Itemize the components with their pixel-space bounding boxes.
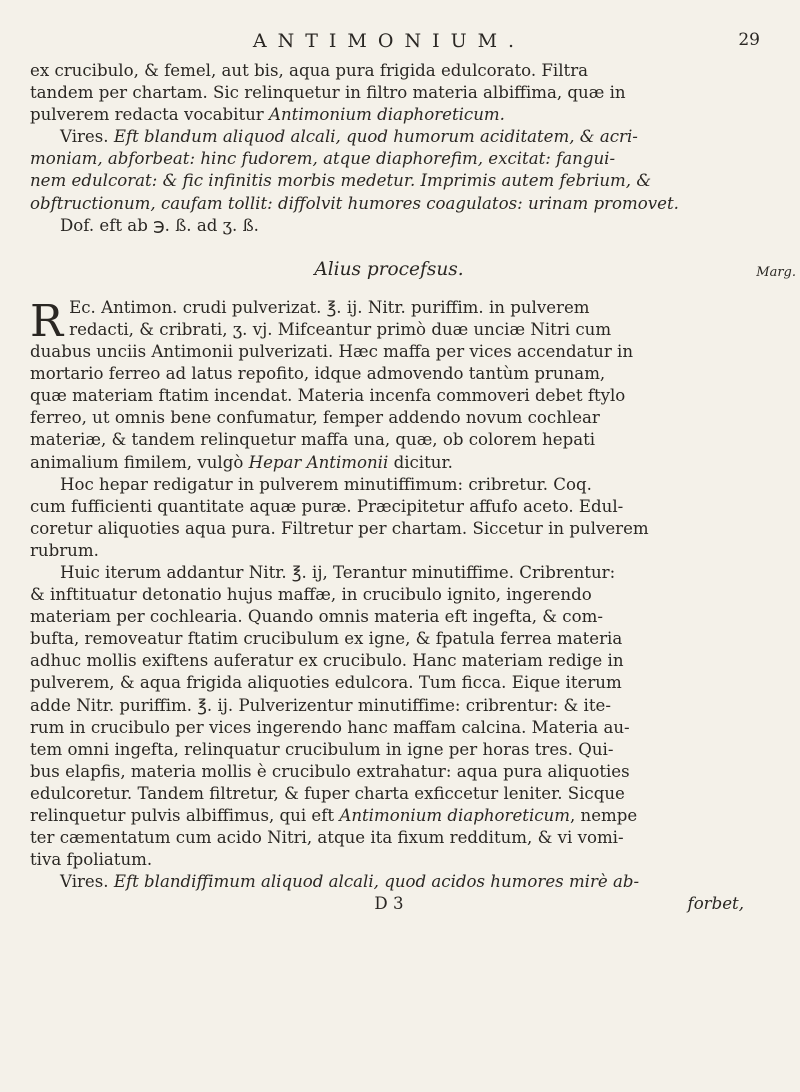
text-line: materiam per cochlearia. Quando omnis materia eft ingefta, & com- <box>30 607 603 627</box>
page-number: 29 <box>738 30 760 50</box>
page-footer <box>30 893 748 915</box>
text-line: Ec. Antimon. crudi pulverizat. ℥. ij. Nitr. puriffim. in pulverem <box>69 297 590 317</box>
text-line: redacti, & cribrati, ʒ. vj. Mifceantur primò duæ unciæ Nitri cum <box>69 319 612 339</box>
text-line: adhuc mollis exiftens auferatur ex crucibulo. Hanc materiam redige in <box>30 651 624 671</box>
vires-paragraph-2 <box>30 871 748 893</box>
text-line: bus elapfis, materia mollis è crucibulo extrahatur: aqua pura aliquoties <box>30 761 630 781</box>
paragraph-4 <box>30 562 748 871</box>
text-line: & inftituatur detonatio hujus maffæ, in crucibulo ignito, ingerendo <box>30 585 592 605</box>
text-line: Eft blandum aliquod alcali, quod humorum aciditatem, & acri- <box>113 127 638 147</box>
text-line: tiva fpoliatum. <box>30 850 153 870</box>
paragraph-1 <box>30 60 748 126</box>
text-line: adde Nitr. puriffim. ℥. ij. Pulverizentur minutiffime: cribrentur: & ite- <box>30 695 611 715</box>
text-line: cum fufficienti quantitate aquæ puræ. Præcipitetur affufo aceto. Edul- <box>30 496 624 516</box>
text-line: bufta, removeatur ftatim crucibulum ex igne, & fpatula ferrea materia <box>30 629 623 649</box>
text-line: nem edulcorat: & fic infinitis morbis medetur. Imprimis autem febrium, & <box>30 171 652 191</box>
term-antimonium-diaphoreticum: Antimonium diaphoreticum <box>339 806 570 825</box>
text-line: ferreo, ut omnis bene confumatur, femper addendo novum cochlear <box>30 408 600 428</box>
text-line: ex crucibulo, & femel, aut bis, aqua pura frigida edulcorato. Filtra <box>30 61 589 80</box>
text-line: tandem per chartam. Sic relinquetur in filtro materia albiffima, quæ in <box>30 83 626 103</box>
drop-cap: R <box>30 295 64 347</box>
text-line: rum in crucibulo per vices ingerendo hanc maffam calcina. Materia au- <box>30 717 630 737</box>
text-line: Huic iterum addantur Nitr. ℥. ij, Terantur minutiffime. Cribrentur: <box>60 562 616 582</box>
paragraph-2 <box>30 297 748 474</box>
margin-note: Marg. <box>756 265 796 280</box>
term-hepar-antimonii: Hepar Antimonii <box>248 452 389 472</box>
text-line: dicitur. <box>388 452 453 472</box>
paragraph-3 <box>30 474 748 562</box>
text-line: relinquetur pulvis albiffimus, qui eft <box>30 806 340 825</box>
vires-label: Vires. <box>60 872 109 892</box>
text-line: edulcoretur. Tandem filtretur, & fuper charta exficcetur leniter. Sicque <box>30 783 625 803</box>
text-line: obftructionum, caufam tollit: diffolvit humores coagulatos: urinam promovet. <box>30 193 679 213</box>
body-text <box>30 60 748 915</box>
catchword: forbet, <box>687 894 744 914</box>
text-line: coretur aliquoties aqua pura. Filtretur per chartam. Siccetur in pulverem <box>30 518 649 538</box>
vires-paragraph-1 <box>30 126 748 214</box>
running-head <box>30 30 760 60</box>
text-line: mortario ferreo ad latus repofito, idque admovendo tantùm prunam, <box>30 364 606 384</box>
text-line: Hoc hepar redigatur in pulverem minutiffimum: cribretur. Coq. <box>60 474 592 494</box>
signature-mark: D 3 <box>374 894 404 914</box>
text-line: Eft blandiffimum aliquod alcali, quod acidos humores mirè ab- <box>113 872 640 892</box>
text-line: , nempe <box>569 806 638 825</box>
running-title: ANTIMONIUM. <box>252 30 526 52</box>
text-line: moniam, abforbeat: hinc fudorem, atque diaphorefim, excitat: fangui- <box>30 149 616 169</box>
term-antimonium-diaphoreticum: Antimonium diaphoreticum. <box>269 105 505 125</box>
text-line: tem omni ingefta, relinquatur crucibulum in igne per horas tres. Qui- <box>30 739 614 759</box>
text-line: rubrum. <box>30 540 99 560</box>
text-line: ter cæmentatum cum acido Nitri, atque ita fixum redditum, & vi vomi- <box>30 828 624 848</box>
text-line: animalium fimilem, vulgò <box>30 452 249 472</box>
dose-line: Dof. eft ab ℈. ß. ad ʒ. ß. <box>60 215 259 235</box>
section-title: Alius procefsus. <box>314 258 464 280</box>
text-line: pulverem redacta vocabitur <box>30 105 270 125</box>
text-line: pulverem, & aqua frigida aliquoties edulcora. Tum ficca. Eique iterum <box>30 673 622 693</box>
text-line: quæ materiam ftatim incendat. Materia incenfa commoveri debet ftylo <box>30 386 626 406</box>
text-line: duabus unciis Antimonii pulverizati. Hæc maffa per vices accendatur in <box>30 342 634 362</box>
text-line: materiæ, & tandem relinquetur maffa una, quæ, ob colorem hepati <box>30 430 596 450</box>
vires-label: Vires. <box>60 127 109 147</box>
